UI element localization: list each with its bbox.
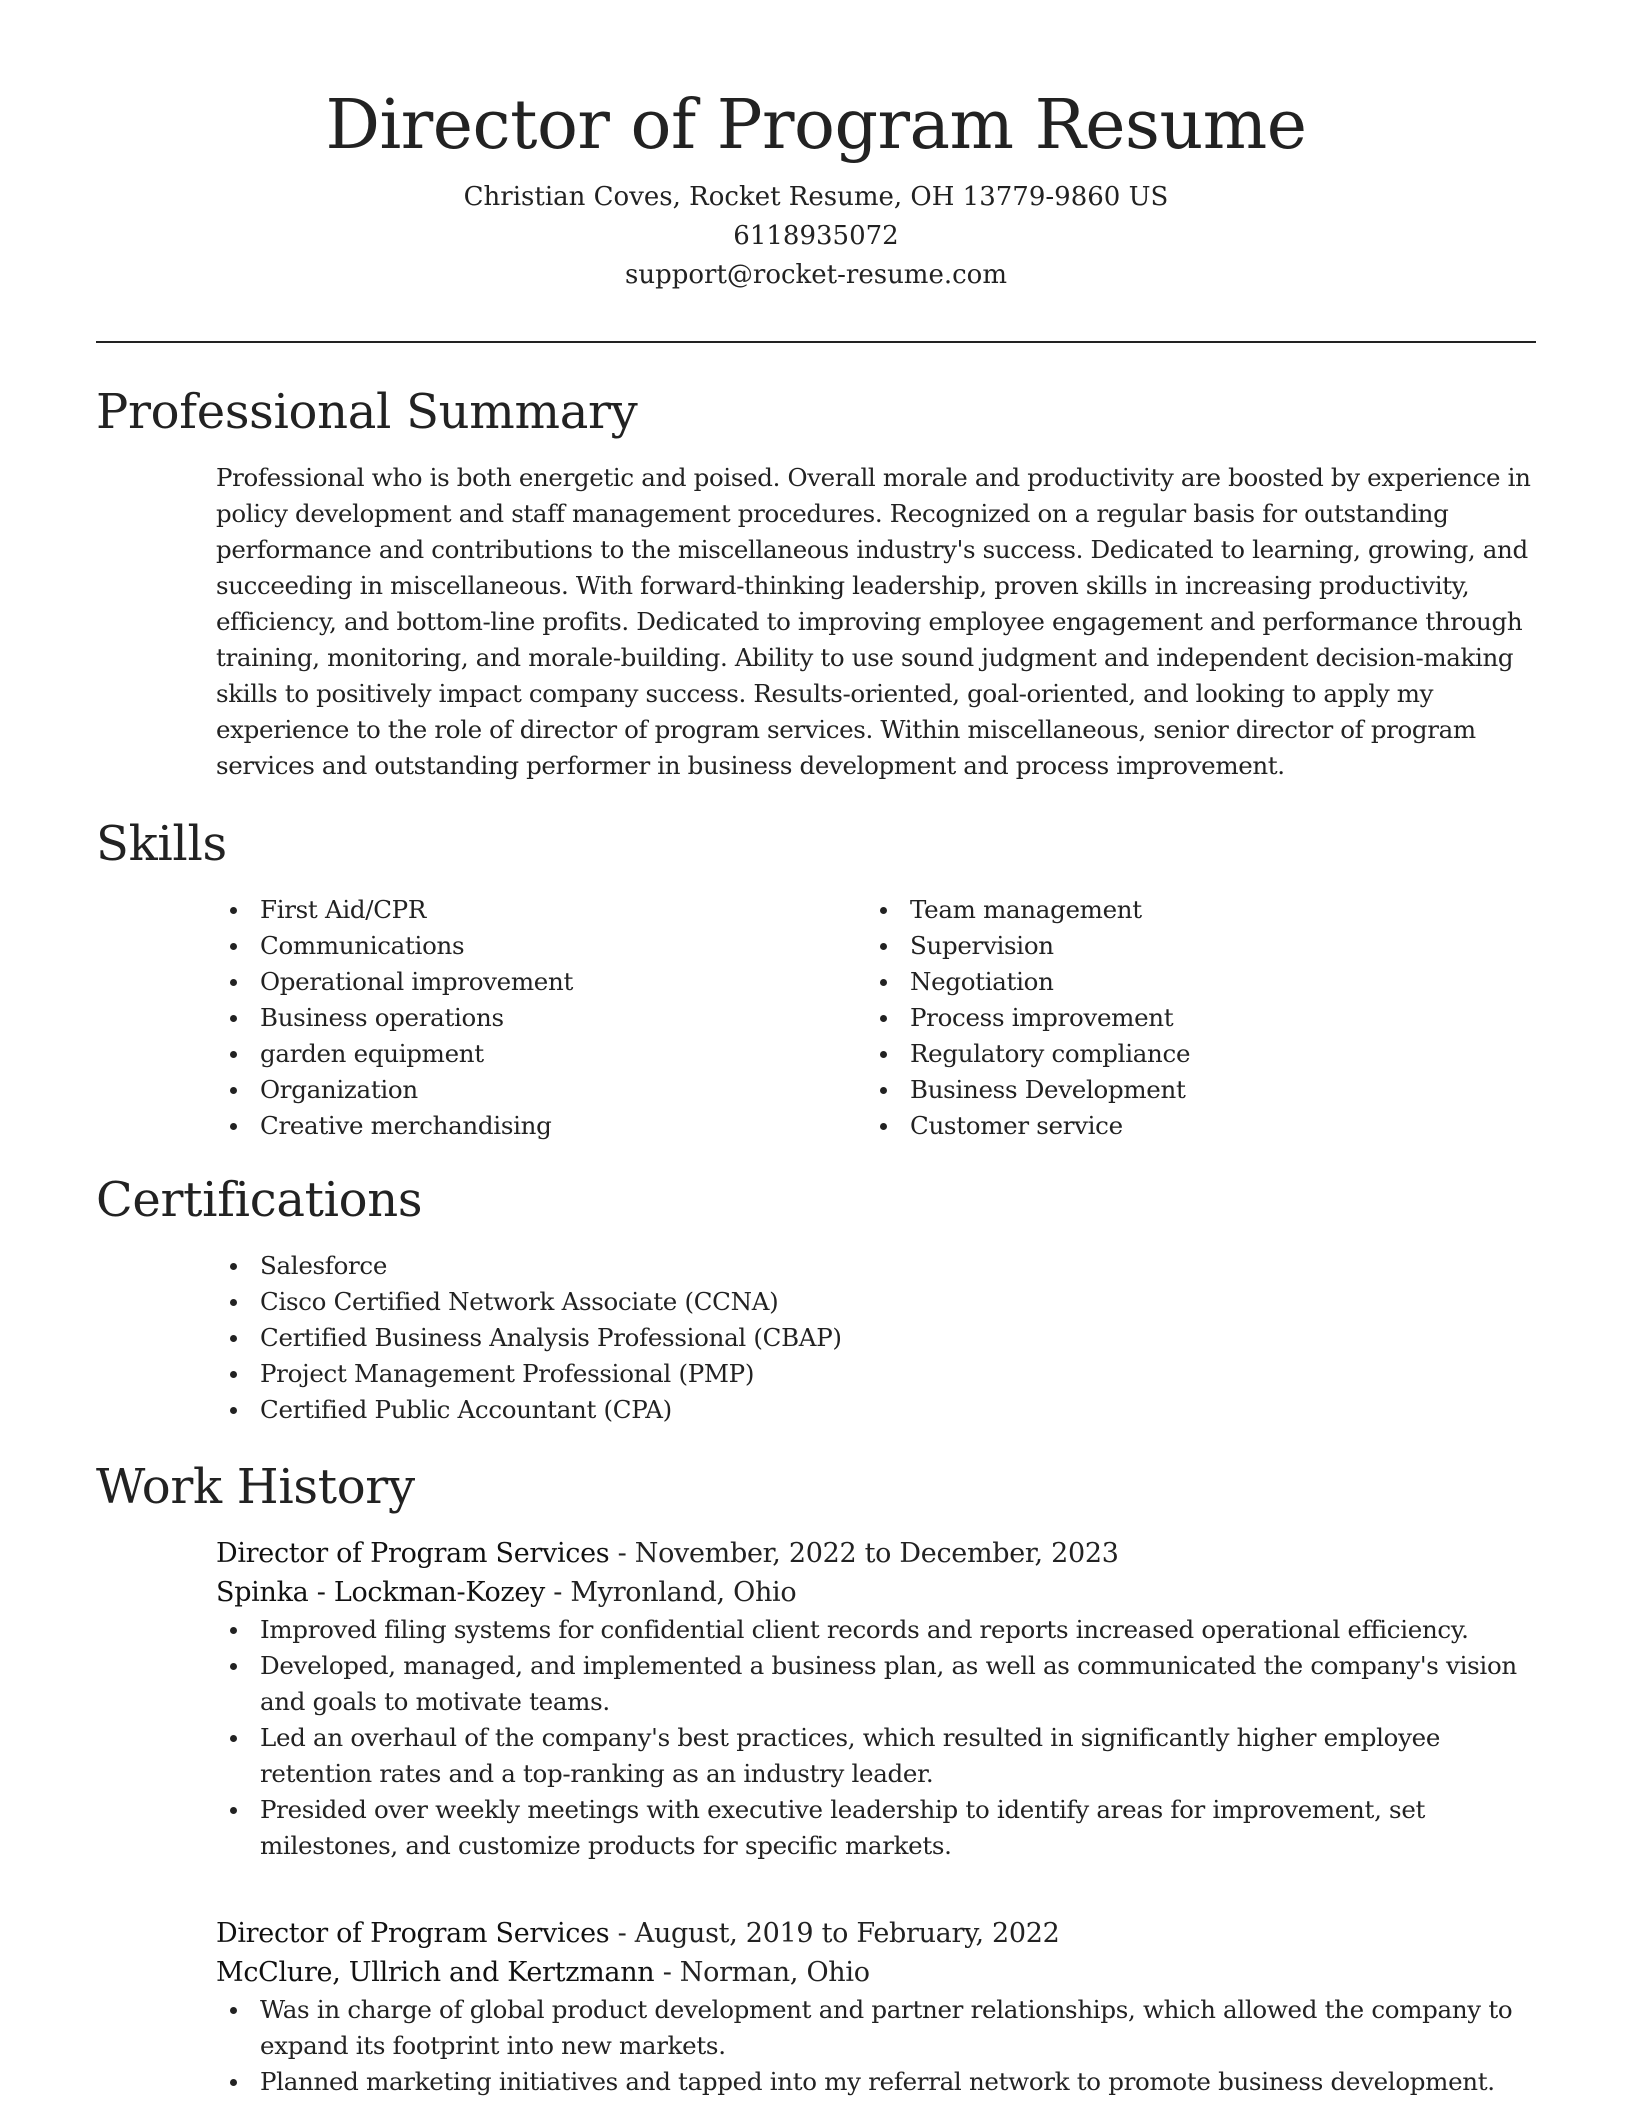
- job-title: Director of Program Services: [216, 1538, 610, 1569]
- job-title-line: Director of Program Services - November, 2022 to December, 2023: [216, 1538, 1119, 1569]
- certification-item: Certified Public Accountant (CPA): [216, 1392, 1516, 1428]
- job-title-line: Director of Program Services - August, 2019 to February, 2022: [216, 1918, 1060, 1949]
- skill-item: Customer service: [866, 1108, 1526, 1144]
- skill-item: Team management: [866, 892, 1526, 928]
- document-title: Director of Program Resume: [325, 86, 1307, 165]
- header-divider: [96, 341, 1536, 343]
- job-duty: Developed, managed, and implemented a business plan, as well as communicated the company's vision and goals to motivate teams.: [216, 1648, 1536, 1720]
- skill-item: Creative merchandising: [216, 1108, 856, 1144]
- job-company-line: Spinka - Lockman-Kozey - Myronland, Ohio: [216, 1577, 797, 1608]
- contact-info: [96, 178, 1536, 295]
- job-dates: November, 2022 to December, 2023: [634, 1538, 1119, 1569]
- section-heading-skills: Skills: [96, 816, 227, 872]
- skill-item: Process improvement: [866, 1000, 1526, 1036]
- skill-item: Organization: [216, 1072, 856, 1108]
- job-duty: Planned marketing initiatives and tapped into my referral network to promote business development.: [216, 2064, 1536, 2100]
- contact-address: Christian Coves, Rocket Resume, OH 13779-9860 US: [463, 182, 1169, 212]
- skill-item: Operational improvement: [216, 964, 856, 1000]
- resume-header: [96, 80, 1536, 295]
- job-duties-list: [216, 1992, 1536, 2100]
- skill-item: Business Development: [866, 1072, 1526, 1108]
- contact-phone: 6118935072: [733, 221, 899, 251]
- section-heading-certifications: Certifications: [96, 1172, 423, 1228]
- certification-item: Project Management Professional (PMP): [216, 1356, 1516, 1392]
- job-company: Spinka - Lockman-Kozey: [216, 1577, 545, 1608]
- skill-item: Communications: [216, 928, 856, 964]
- job-company-line: McClure, Ullrich and Kertzmann - Norman, Ohio: [216, 1957, 870, 1988]
- certifications-list: [216, 1248, 1516, 1428]
- skill-item: Negotiation: [866, 964, 1526, 1000]
- job-entry: [216, 1534, 1536, 1864]
- job-duty: Was in charge of global product development and partner relationships, which allowed the company to expand its footprint into new markets.: [216, 1992, 1536, 2064]
- section-heading-work-history: Work History: [96, 1459, 415, 1515]
- skill-item: Business operations: [216, 1000, 856, 1036]
- job-dates: August, 2019 to February, 2022: [634, 1918, 1060, 1949]
- job-location: Norman, Ohio: [679, 1957, 870, 1988]
- skill-item: First Aid/CPR: [216, 892, 856, 928]
- skill-item: Regulatory compliance: [866, 1036, 1526, 1072]
- skill-item: garden equipment: [216, 1036, 856, 1072]
- summary-text: Professional who is both energetic and poised. Overall morale and productivity are boosted by experience in policy development and staff management procedures. Recognized on a regular basis for outstanding performance and contributions to the miscellaneous industry's success. Dedicated to learning, growing, and succeeding in miscellaneous. With forward-thinking leadership, proven skills in increasing productivity, efficiency, and bottom-line profits. Dedicated to improving employee engagement and performance through training, monitoring, and morale-building. Ability to use sound judgment and independent decision-making skills to positively impact company success. Results-oriented, goal-oriented, and looking to apply my experience to the role of director of program services. Within miscellaneous, senior director of program services and outstanding performer in business development and process improvement.: [216, 463, 1531, 780]
- skills-list-left: [216, 892, 856, 1144]
- contact-email: support@rocket-resume.com: [624, 260, 1007, 290]
- job-duty: Improved filing systems for confidential client records and reports increased operational efficiency.: [216, 1612, 1536, 1648]
- skill-item: Supervision: [866, 928, 1526, 964]
- certification-item: Salesforce: [216, 1248, 1516, 1284]
- skills-list-right: [866, 892, 1526, 1144]
- job-entry: [216, 1914, 1536, 2100]
- job-location: Myronland, Ohio: [570, 1577, 797, 1608]
- job-duty: Led an overhaul of the company's best practices, which resulted in significantly higher employee retention rates and a top-ranking as an industry leader.: [216, 1720, 1536, 1792]
- certification-item: Cisco Certified Network Associate (CCNA): [216, 1284, 1516, 1320]
- section-heading-summary: Professional Summary: [96, 384, 638, 440]
- job-company: McClure, Ullrich and Kertzmann: [216, 1957, 655, 1988]
- job-title: Director of Program Services: [216, 1918, 610, 1949]
- job-duties-list: [216, 1612, 1536, 1864]
- certification-item: Certified Business Analysis Professional (CBAP): [216, 1320, 1516, 1356]
- job-duty: Presided over weekly meetings with executive leadership to identify areas for improvement, set milestones, and customize products for specific markets.: [216, 1792, 1536, 1864]
